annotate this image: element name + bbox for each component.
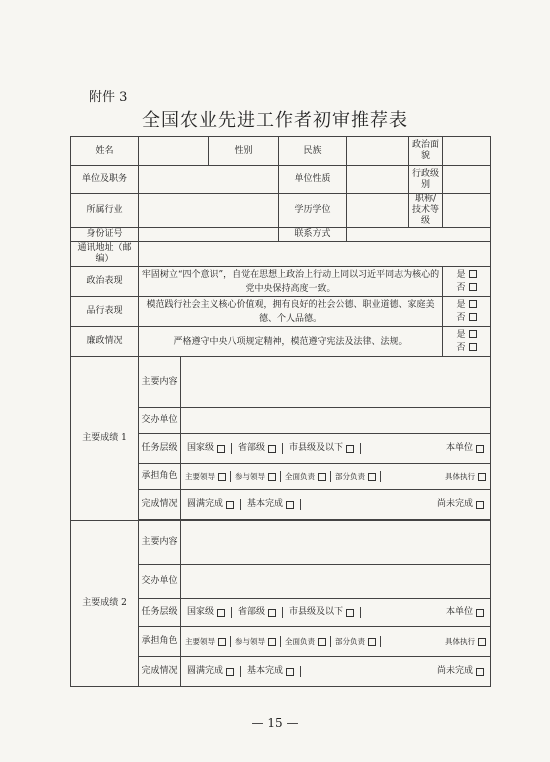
option-label: 主要领导 bbox=[185, 472, 215, 481]
role-option[interactable] bbox=[331, 471, 381, 482]
unit-position-label: 单位及职务 bbox=[71, 166, 139, 194]
role-option[interactable] bbox=[441, 471, 490, 482]
option-label: 基本完成 bbox=[247, 666, 284, 676]
yes-label: 是 bbox=[456, 299, 466, 310]
role-options bbox=[181, 464, 491, 490]
contact-label: 联系方式 bbox=[279, 228, 347, 242]
education-field[interactable] bbox=[347, 194, 409, 228]
title-field[interactable] bbox=[443, 194, 491, 228]
form-title: 全国农业先进工作者初审推荐表 bbox=[142, 110, 408, 131]
checkbox[interactable] bbox=[218, 638, 226, 646]
option-label: 国家级 bbox=[187, 607, 215, 617]
option-label: 全面负责 bbox=[285, 472, 315, 481]
role-option[interactable] bbox=[181, 471, 231, 482]
completion-option[interactable] bbox=[431, 499, 490, 510]
moral-performance-label: 品行表现 bbox=[71, 297, 139, 327]
address-field[interactable] bbox=[139, 242, 491, 267]
checkbox[interactable] bbox=[469, 313, 477, 321]
level-option[interactable] bbox=[283, 607, 361, 618]
level-option[interactable] bbox=[440, 443, 490, 454]
role-option[interactable] bbox=[281, 471, 331, 482]
political-statement: 牢固树立“四个意识”，自觉在思想上政治上行动上同以习近平同志为核心的党中央保持高度一致。 bbox=[139, 267, 443, 297]
level-option[interactable] bbox=[440, 607, 490, 618]
option-label: 市县级及以下 bbox=[289, 443, 344, 453]
integrity-statement: 严格遵守中央八项规定精神，模范遵守宪法及法律、法规。 bbox=[139, 327, 443, 357]
page-number: — 15 — bbox=[251, 716, 299, 730]
role-option[interactable] bbox=[331, 636, 381, 647]
political-label: 政治面貌 bbox=[409, 137, 443, 166]
political-yes-no bbox=[443, 267, 491, 297]
content-label: 主要内容 bbox=[139, 521, 181, 565]
checkbox[interactable] bbox=[268, 638, 276, 646]
unit-nature-label: 单位性质 bbox=[279, 166, 347, 194]
industry-label: 所属行业 bbox=[71, 194, 139, 228]
political-field[interactable] bbox=[443, 137, 491, 166]
completion-options bbox=[181, 490, 491, 520]
checkbox[interactable] bbox=[469, 300, 477, 308]
option-label: 市县级及以下 bbox=[289, 607, 344, 617]
no-label: 否 bbox=[456, 312, 466, 323]
checkbox[interactable] bbox=[218, 473, 226, 481]
checkbox[interactable] bbox=[469, 343, 477, 351]
completion-label: 完成情况 bbox=[139, 657, 181, 687]
option-label: 参与领导 bbox=[235, 472, 265, 481]
checkbox[interactable] bbox=[286, 668, 294, 676]
completion-option[interactable] bbox=[241, 499, 301, 510]
moral-statement: 模范践行社会主义核心价值观，拥有良好的社会公德、职业道德、家庭美德、个人品德。 bbox=[139, 297, 443, 327]
option-label: 尚未完成 bbox=[437, 499, 474, 509]
option-label: 尚未完成 bbox=[437, 666, 474, 676]
education-label: 学历学位 bbox=[279, 194, 347, 228]
task-level-options bbox=[181, 599, 491, 627]
ethnicity-label: 民族 bbox=[279, 137, 347, 166]
checkbox[interactable] bbox=[268, 473, 276, 481]
completion-option[interactable] bbox=[181, 499, 241, 510]
admin-level-field[interactable] bbox=[443, 166, 491, 194]
unit-position-field[interactable] bbox=[139, 166, 279, 194]
option-label: 部分负责 bbox=[335, 637, 365, 646]
level-option[interactable] bbox=[232, 443, 283, 454]
yes-label: 是 bbox=[456, 269, 466, 280]
checkbox[interactable] bbox=[268, 609, 276, 617]
checkbox[interactable] bbox=[318, 473, 326, 481]
option-label: 本单位 bbox=[446, 607, 474, 617]
option-label: 省部级 bbox=[238, 443, 266, 453]
no-option[interactable] bbox=[445, 312, 488, 325]
option-label: 圆满完成 bbox=[187, 666, 224, 676]
industry-field[interactable] bbox=[139, 194, 279, 228]
level-option[interactable] bbox=[181, 443, 232, 454]
political-performance-label: 政治表现 bbox=[71, 267, 139, 297]
role-option[interactable] bbox=[441, 636, 490, 647]
checkbox[interactable] bbox=[469, 330, 477, 338]
option-label: 本单位 bbox=[446, 443, 474, 453]
achievement-1-label: 主要成绩 1 bbox=[71, 357, 139, 521]
assigning-unit-label: 交办单位 bbox=[139, 565, 181, 599]
completion-option[interactable] bbox=[431, 666, 490, 677]
role-option[interactable] bbox=[181, 636, 231, 647]
content-field[interactable] bbox=[181, 521, 491, 565]
task-level-label: 任务层级 bbox=[139, 599, 181, 627]
level-option[interactable] bbox=[232, 607, 283, 618]
checkbox[interactable] bbox=[286, 501, 294, 509]
checkbox[interactable] bbox=[226, 668, 234, 676]
integrity-yes-no bbox=[443, 327, 491, 357]
id-number-label: 身份证号 bbox=[71, 228, 139, 242]
yes-option[interactable] bbox=[445, 269, 488, 282]
no-option[interactable] bbox=[445, 342, 488, 355]
checkbox[interactable] bbox=[217, 609, 225, 617]
assigning-unit-field[interactable] bbox=[181, 565, 491, 599]
id-number-field[interactable] bbox=[139, 228, 279, 242]
checkbox[interactable] bbox=[346, 609, 354, 617]
no-option[interactable] bbox=[445, 282, 488, 295]
checkbox[interactable] bbox=[368, 638, 376, 646]
role-label: 承担角色 bbox=[139, 627, 181, 657]
checkbox[interactable] bbox=[476, 501, 484, 509]
level-option[interactable] bbox=[181, 607, 232, 618]
attachment-label: 附件 3 bbox=[89, 90, 128, 105]
option-label: 基本完成 bbox=[247, 499, 284, 509]
integrity-label: 廉政情况 bbox=[71, 327, 139, 357]
no-label: 否 bbox=[456, 342, 466, 353]
checkbox[interactable] bbox=[478, 473, 486, 481]
role-option[interactable] bbox=[231, 636, 281, 647]
yes-label: 是 bbox=[456, 329, 466, 340]
name-field[interactable] bbox=[139, 137, 209, 166]
name-label: 姓名 bbox=[71, 137, 139, 166]
checkbox[interactable] bbox=[346, 445, 354, 453]
yes-option[interactable] bbox=[445, 299, 488, 312]
checkbox[interactable] bbox=[217, 445, 225, 453]
no-label: 否 bbox=[456, 282, 466, 293]
content-field[interactable] bbox=[181, 357, 491, 408]
level-option[interactable] bbox=[283, 443, 361, 454]
role-label: 承担角色 bbox=[139, 464, 181, 490]
assigning-unit-label: 交办单位 bbox=[139, 408, 181, 434]
role-option[interactable] bbox=[231, 471, 281, 482]
checkbox[interactable] bbox=[469, 283, 477, 291]
option-label: 国家级 bbox=[187, 443, 215, 453]
role-option[interactable] bbox=[281, 636, 331, 647]
yes-option[interactable] bbox=[445, 329, 488, 342]
option-label: 圆满完成 bbox=[187, 499, 224, 509]
checkbox[interactable] bbox=[318, 638, 326, 646]
checkbox[interactable] bbox=[476, 668, 484, 676]
checkbox[interactable] bbox=[226, 501, 234, 509]
option-label: 省部级 bbox=[238, 607, 266, 617]
completion-options bbox=[181, 657, 491, 687]
checkbox[interactable] bbox=[469, 270, 477, 278]
title-label: 职称/技术等级 bbox=[409, 194, 443, 228]
recommendation-form bbox=[70, 136, 491, 687]
assigning-unit-field[interactable] bbox=[181, 408, 491, 434]
option-label: 具体执行 bbox=[445, 637, 476, 646]
option-label: 参与领导 bbox=[235, 637, 265, 646]
role-options bbox=[181, 627, 491, 657]
completion-option[interactable] bbox=[241, 666, 301, 677]
ethnicity-field[interactable] bbox=[347, 137, 409, 166]
option-label: 部分负责 bbox=[335, 472, 365, 481]
content-label: 主要内容 bbox=[139, 357, 181, 408]
option-label: 全面负责 bbox=[285, 637, 315, 646]
unit-nature-field[interactable] bbox=[347, 166, 409, 194]
contact-field[interactable] bbox=[347, 228, 491, 242]
gender-label: 性别 bbox=[209, 137, 279, 166]
checkbox[interactable] bbox=[476, 609, 484, 617]
checkbox[interactable] bbox=[368, 473, 376, 481]
address-label: 通讯地址（邮编） bbox=[71, 242, 139, 267]
task-level-options bbox=[181, 434, 491, 464]
moral-yes-no bbox=[443, 297, 491, 327]
option-label: 主要领导 bbox=[185, 637, 215, 646]
completion-label: 完成情况 bbox=[139, 490, 181, 520]
checkbox[interactable] bbox=[268, 445, 276, 453]
checkbox[interactable] bbox=[476, 445, 484, 453]
task-level-label: 任务层级 bbox=[139, 434, 181, 464]
option-label: 具体执行 bbox=[445, 472, 476, 481]
admin-level-label: 行政级别 bbox=[409, 166, 443, 194]
checkbox[interactable] bbox=[478, 638, 486, 646]
achievement-2-label: 主要成绩 2 bbox=[71, 521, 139, 687]
completion-option[interactable] bbox=[181, 666, 241, 677]
